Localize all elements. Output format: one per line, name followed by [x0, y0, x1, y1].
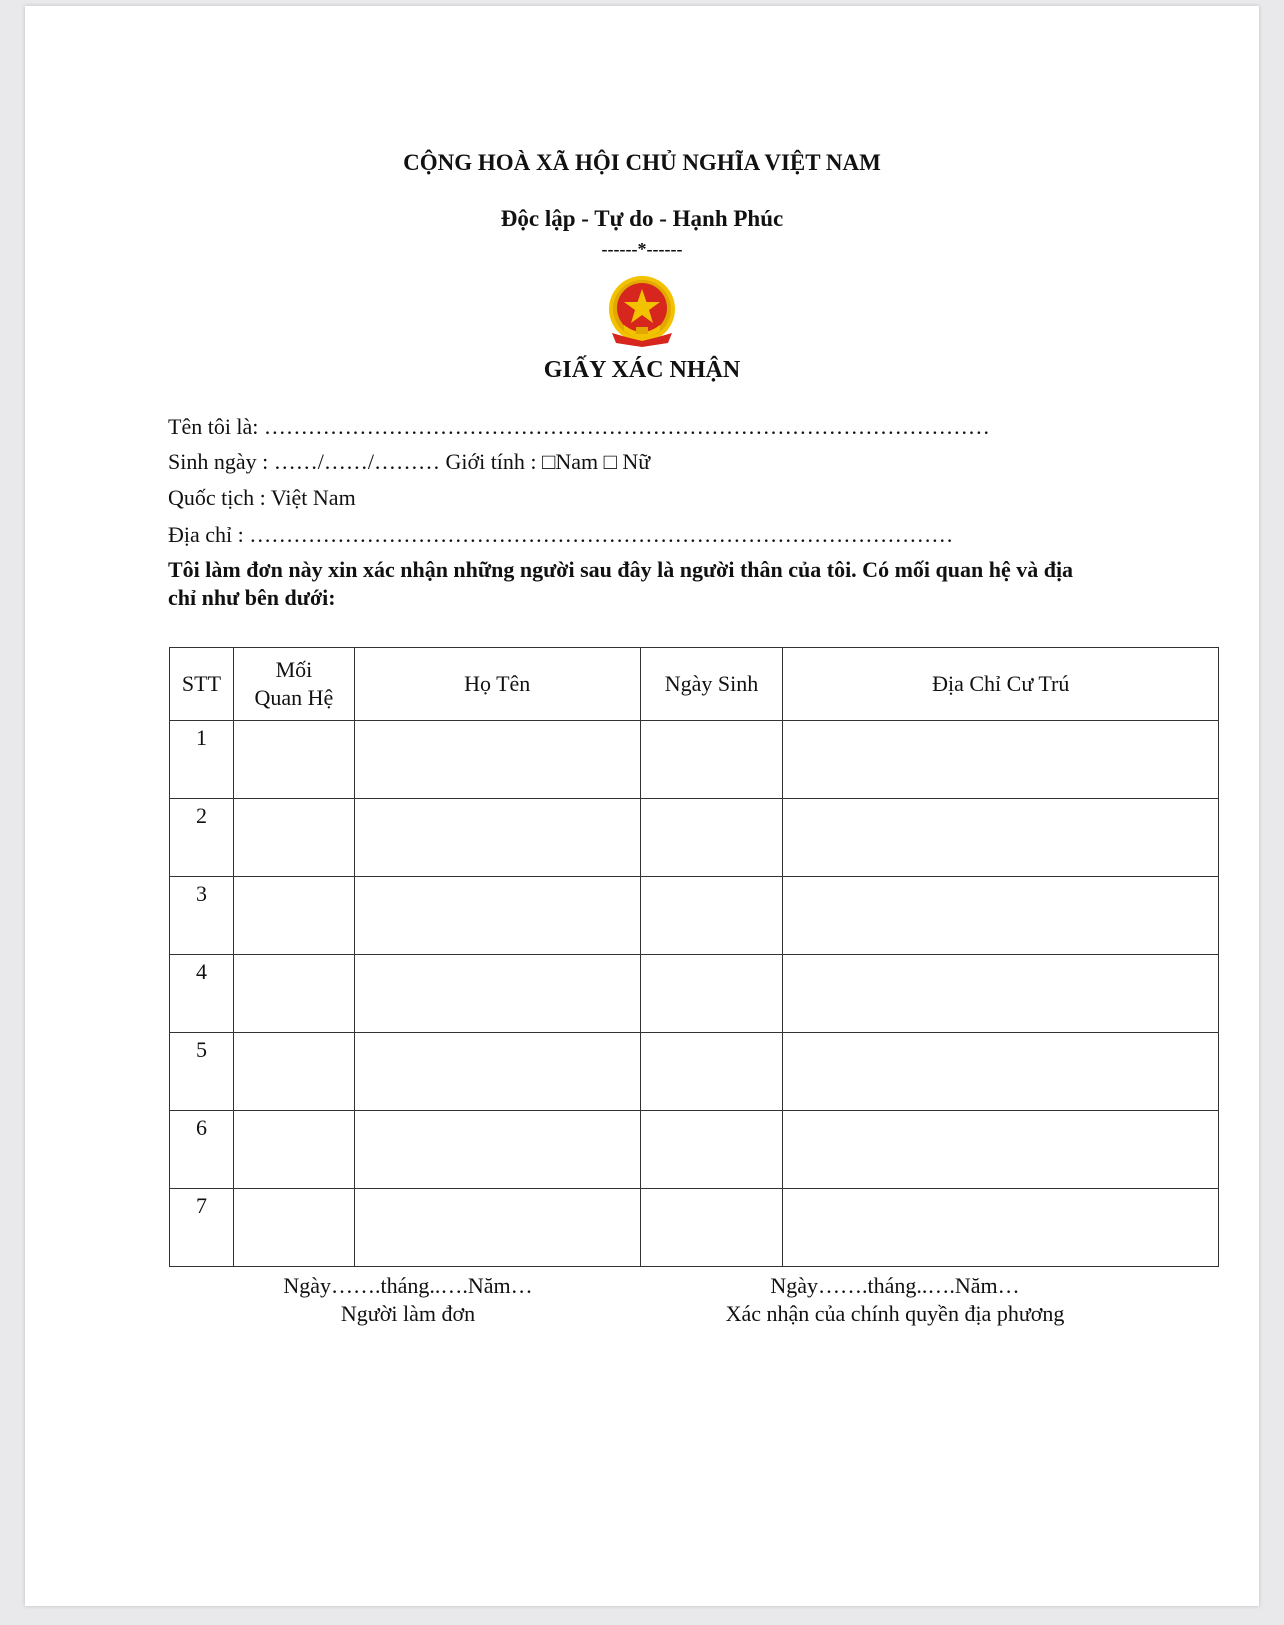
row-number: 6: [170, 1111, 234, 1189]
national-emblem-icon: [606, 275, 678, 349]
birth-date-cell[interactable]: [640, 799, 783, 877]
motto: Độc lập - Tự do - Hạnh Phúc: [500, 206, 784, 231]
birth-date-cell[interactable]: [640, 955, 783, 1033]
nationality-line: Quốc tịch : Việt Nam: [168, 485, 356, 510]
table-row: [170, 1189, 1219, 1267]
header-residence: Địa Chỉ Cư Trú: [783, 648, 1219, 721]
table-row: [170, 721, 1219, 799]
applicant-signature-block: [268, 1272, 548, 1328]
birth-date-cell[interactable]: [640, 1111, 783, 1189]
row-number: 7: [170, 1189, 234, 1267]
header-relation: [233, 648, 354, 721]
document-title: GIẤY XÁC NHẬN: [543, 357, 741, 383]
full-name-cell[interactable]: [354, 1111, 640, 1189]
full-name-cell[interactable]: [354, 721, 640, 799]
name-field-line: Tên tôi là: ………………………………………………………………………………………: [168, 414, 990, 439]
authority-signature-block: [690, 1272, 1100, 1328]
relation-cell[interactable]: [233, 799, 354, 877]
row-number: 1: [170, 721, 234, 799]
full-name-cell[interactable]: [354, 1189, 640, 1267]
header-divider: ------*------: [601, 239, 683, 259]
relation-cell[interactable]: [233, 955, 354, 1033]
residence-cell[interactable]: [783, 1111, 1219, 1189]
header-relation-line1: Mối: [275, 657, 313, 682]
table-row: [170, 955, 1219, 1033]
table-row: [170, 877, 1219, 955]
relation-cell[interactable]: [233, 877, 354, 955]
relatives-table: [169, 647, 1219, 1267]
full-name-cell[interactable]: [354, 799, 640, 877]
table-header-row: [170, 648, 1219, 721]
address-line: Địa chỉ : ……………………………………………………………………………………: [168, 522, 954, 547]
full-name-cell[interactable]: [354, 955, 640, 1033]
birth-date-cell[interactable]: [640, 721, 783, 799]
relation-cell[interactable]: [233, 1111, 354, 1189]
row-number: 2: [170, 799, 234, 877]
residence-cell[interactable]: [783, 877, 1219, 955]
row-number: 5: [170, 1033, 234, 1111]
row-number: 3: [170, 877, 234, 955]
birth-date-cell[interactable]: [640, 877, 783, 955]
header-full-name: Họ Tên: [354, 648, 640, 721]
header-birth-date: Ngày Sinh: [640, 648, 783, 721]
residence-cell[interactable]: [783, 721, 1219, 799]
statement-text: Tôi làm đơn này xin xác nhận những người sau đây là người thân của tôi. Có mối quan hệ và địa chỉ như bên dưới:: [168, 557, 1074, 610]
residence-cell[interactable]: [783, 1033, 1219, 1111]
table-row: [170, 799, 1219, 877]
table-row: [170, 1033, 1219, 1111]
authority-date-line: Ngày…….tháng..….Năm…: [770, 1273, 1020, 1298]
national-title: CỘNG HOÀ XÃ HỘI CHỦ NGHĨA VIỆT NAM: [403, 150, 881, 175]
full-name-cell[interactable]: [354, 1033, 640, 1111]
authority-role-label: Xác nhận của chính quyền địa phương: [725, 1301, 1065, 1326]
residence-cell[interactable]: [783, 955, 1219, 1033]
birth-date-cell[interactable]: [640, 1189, 783, 1267]
full-name-cell[interactable]: [354, 877, 640, 955]
header-relation-line2: Quan Hệ: [254, 685, 334, 710]
row-number: 4: [170, 955, 234, 1033]
applicant-role-label: Người làm đơn: [340, 1301, 476, 1326]
birth-gender-line: Sinh ngày : ……/……/……… Giới tính : □Nam □ Nữ: [168, 449, 651, 474]
applicant-date-line: Ngày…….tháng..….Năm…: [283, 1273, 533, 1298]
residence-cell[interactable]: [783, 1189, 1219, 1267]
relation-cell[interactable]: [233, 721, 354, 799]
birth-date-cell[interactable]: [640, 1033, 783, 1111]
relation-cell[interactable]: [233, 1189, 354, 1267]
relation-cell[interactable]: [233, 1033, 354, 1111]
table-row: [170, 1111, 1219, 1189]
header-stt: STT: [170, 648, 234, 721]
residence-cell[interactable]: [783, 799, 1219, 877]
